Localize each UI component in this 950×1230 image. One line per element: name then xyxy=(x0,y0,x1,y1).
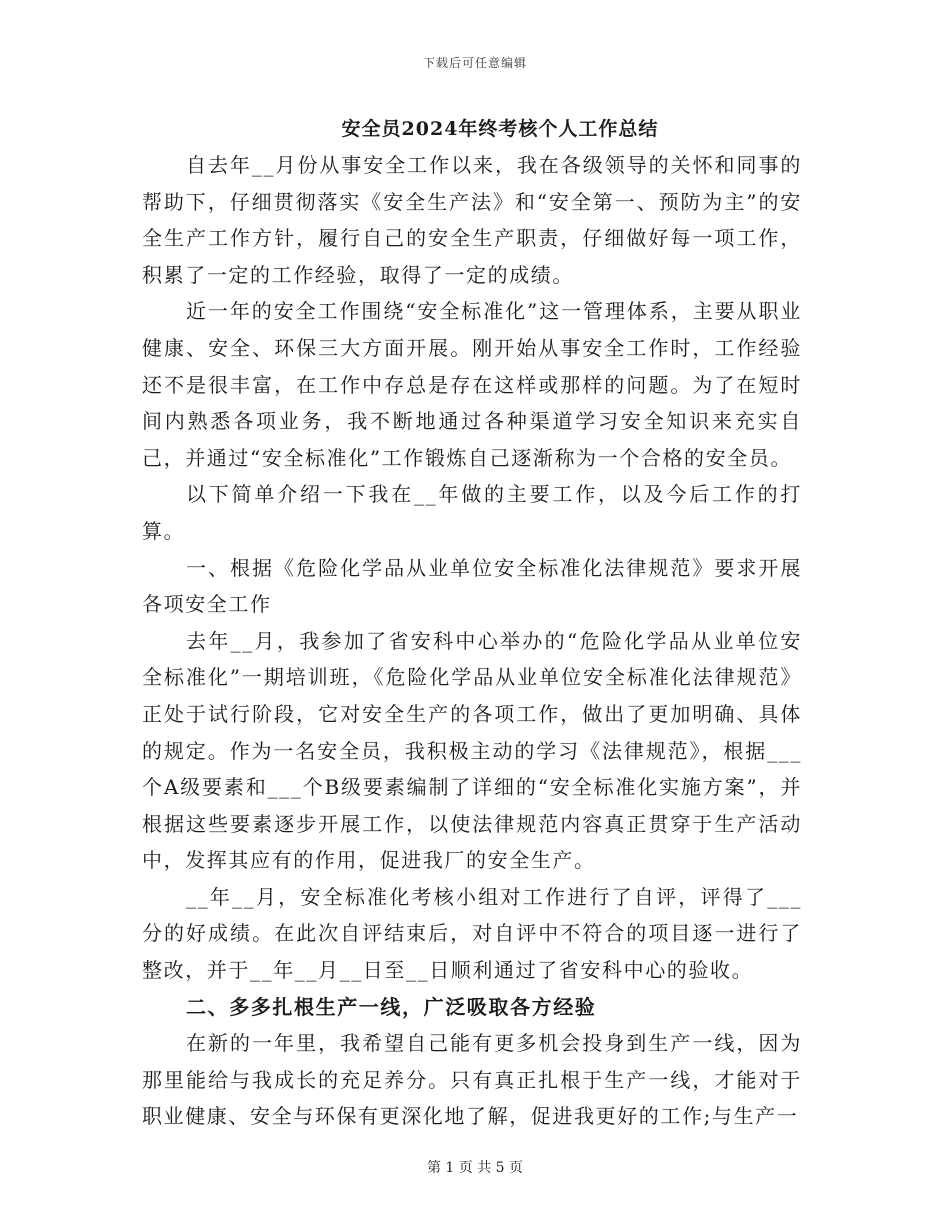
paragraph-intro: 自去年__月份从事安全工作以来，我在各级领导的关怀和同事的帮助下，仔细贯彻落实《安全生产法》和“安全第一、预防为主”的安全生产工作方针，履行自己的安全生产职责，仔细做好每一项工作，积累了一定的工作经验，取得了一定的成绩。 xyxy=(142,153,802,287)
paragraph-frontline: 在新的一年里，我希望自己能有更多机会投身到生产一线，因为那里能给与我成长的充足养分。只有真正扎根于生产一线，才能对于职业健康、安全与环保有更深化地了解，促进我更好的工作;与生产一 xyxy=(142,1031,802,1129)
paragraph-training: 去年__月，我参加了省安科中心举办的“危险化学品从业单位安全标准化”一期培训班，《危险化学品从业单位安全标准化法律规范》正处于试行阶段，它对安全生产的各项工作，做出了更加明确、具体的规定。作为一名安全员，我积极主动的学习《法律规范》，根据___个A级要素和___个B级要素编制了详细的“安全标准化实施方案”，并根据这些要素逐步开展工作，以使法律规范内容真正贯穿于生产活动中，发挥其应有的作用，促进我厂的安全生产。 xyxy=(142,628,802,873)
section-heading-2: 二、多多扎根生产一线，广泛吸取各方经验 xyxy=(186,994,597,1019)
header-note: 下载后可任意编辑 xyxy=(422,56,527,70)
page-number: 第 1 页 共 5 页 xyxy=(426,1160,524,1176)
paragraph-self-assessment: __年__月，安全标准化考核小组对工作进行了自评，评得了___分的好成绩。在此次自评结束后，对自评中不符合的项目逐一进行了整改，并于__年__月__日至__日顺利通过了省安科中心的验收。 xyxy=(142,884,802,983)
document-title: 安全员2024年终考核个人工作总结 xyxy=(341,118,659,140)
paragraph-summary-intro: 以下简单介绍一下我在__年做的主要工作，以及今后工作的打算。 xyxy=(142,482,802,543)
paragraph-overview: 近一年的安全工作围绕“安全标准化”这一管理体系，主要从职业健康、安全、环保三大方面开展。刚开始从事安全工作时，工作经验还不是很丰富，在工作中存总是存在这样或那样的问题。为了在短时间内熟悉各项业务，我不断地通过各种渠道学习安全知识来充实自己，并通过“安全标准化”工作锻炼自己逐渐称为一个合格的安全员。 xyxy=(142,299,802,470)
document-body xyxy=(142,147,802,1135)
section-heading-1: 一、根据《危险化学品从业单位安全标准化法律规范》要求开展各项安全工作 xyxy=(142,555,802,617)
